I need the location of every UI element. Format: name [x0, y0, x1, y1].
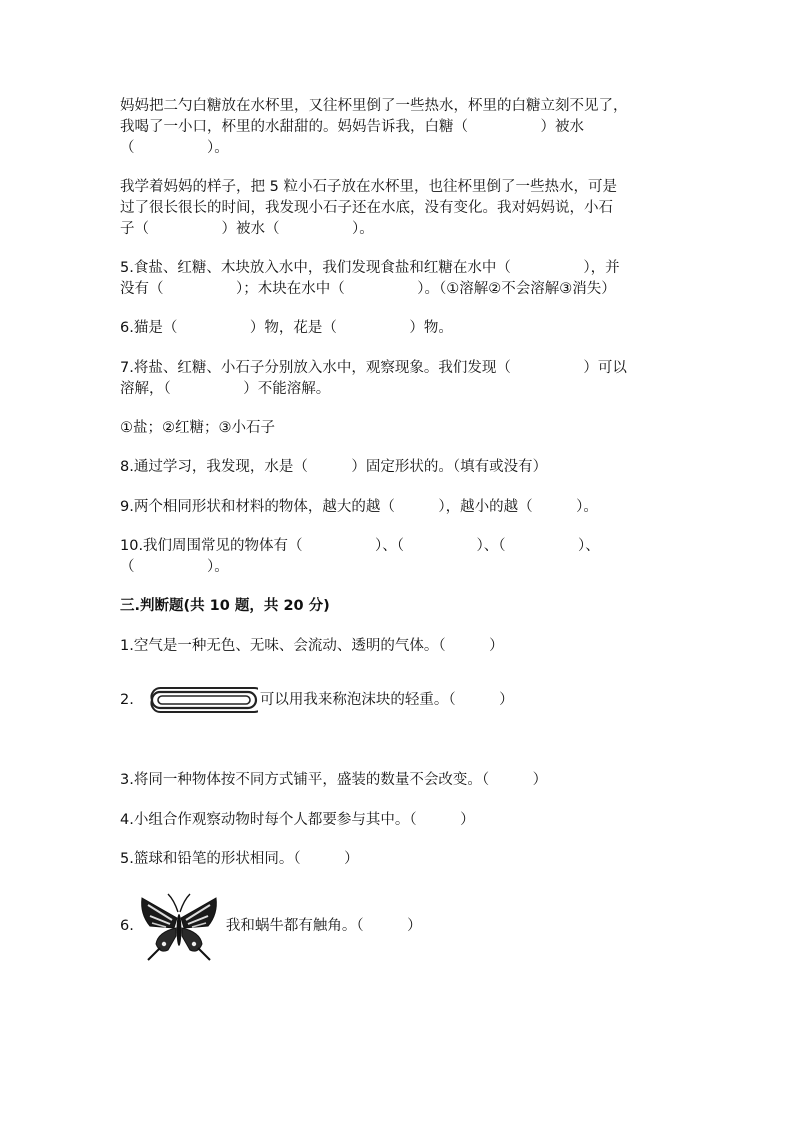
judgment-question-6	[120, 890, 422, 962]
paperclip-icon	[144, 683, 258, 717]
fill-question-10	[120, 536, 690, 578]
question-number: 6.	[120, 917, 134, 934]
question-line: 6.猫是（ ）物，花是（ ）物。	[120, 320, 453, 336]
options-line: ①盐；②红糖；③小石子	[120, 420, 275, 436]
question-line: 7.将盐、红糖、小石子分别放入水中，观察现象。我们发现（ ）可以	[120, 360, 627, 376]
question-line: 没有（ ）；木块在水中（ ）。（①溶解②不会溶解③消失）	[120, 281, 616, 297]
question-line: 溶解，（ ）不能溶解。	[120, 381, 331, 397]
paragraph-line: 过了很长很长的时间，我发现小石子还在水底，没有变化。我对妈妈说，小石	[120, 200, 613, 216]
fill-question-5	[120, 258, 690, 300]
judgment-question-3	[120, 770, 547, 791]
question-text: 篮球和铅笔的形状相同。（ ）	[133, 851, 359, 867]
sugar-dissolve-paragraph	[120, 96, 690, 159]
judgment-question-1	[120, 636, 504, 657]
question-text: 小组合作观察动物时每个人都要参与其中。（ ）	[133, 812, 475, 828]
section-title: 三.判断题(共 10 题，共 20 分)	[120, 598, 330, 614]
question-number: 2.	[120, 691, 134, 708]
question-line: （ ）。	[120, 559, 229, 575]
question-text: 可以用我来称泡沫块的轻重。（ ）	[259, 691, 514, 708]
question-text: 空气是一种无色、无味、会流动、透明的气体。（ ）	[133, 638, 504, 654]
judgment-question-2	[120, 683, 514, 717]
question-number: 5.	[120, 851, 134, 867]
fill-question-7	[120, 358, 690, 400]
pebble-paragraph	[120, 177, 690, 240]
paragraph-line: 子（ ）被水（ ）。	[120, 221, 374, 237]
question-number: 4.	[120, 812, 134, 828]
question-line: 9.两个相同形状和材料的物体，越大的越（ ），越小的越（ ）。	[120, 499, 598, 515]
paragraph-line: 妈妈把二勺白糖放在水杯里，又往杯里倒了一些热水，杯里的白糖立刻不见了，	[120, 98, 628, 114]
paragraph-line: 我学着妈妈的样子，把 5 粒小石子放在水杯里，也往杯里倒了一些热水，可是	[120, 179, 617, 195]
question-text: 将同一种物体按不同方式铺平，盛装的数量不会改变。（ ）	[133, 772, 548, 788]
question-line: 8.通过学习，我发现，水是（ ）固定形状的。（填有或没有）	[120, 459, 548, 475]
question-line: 10.我们周围常见的物体有（ ）、（ ）、（ ）、	[120, 538, 600, 554]
question-line: 5.食盐、红糖、木块放入水中，我们发现食盐和红糖在水中（ ），并	[120, 260, 620, 276]
judgment-question-4	[120, 810, 475, 831]
judgment-question-5	[120, 849, 359, 870]
paragraph-line: （ ）。	[120, 140, 229, 156]
fill-question-8	[120, 457, 690, 478]
question-text: 我和蜗牛都有触角。（ ）	[225, 917, 422, 934]
fill-question-9	[120, 497, 690, 518]
butterfly-icon	[138, 890, 220, 962]
question-number: 1.	[120, 638, 134, 654]
question-7-options	[120, 418, 690, 439]
fill-question-6	[120, 318, 690, 339]
question-number: 3.	[120, 772, 134, 788]
paragraph-line: 我喝了一小口，杯里的水甜甜的。妈妈告诉我，白糖（ ）被水	[120, 119, 584, 135]
